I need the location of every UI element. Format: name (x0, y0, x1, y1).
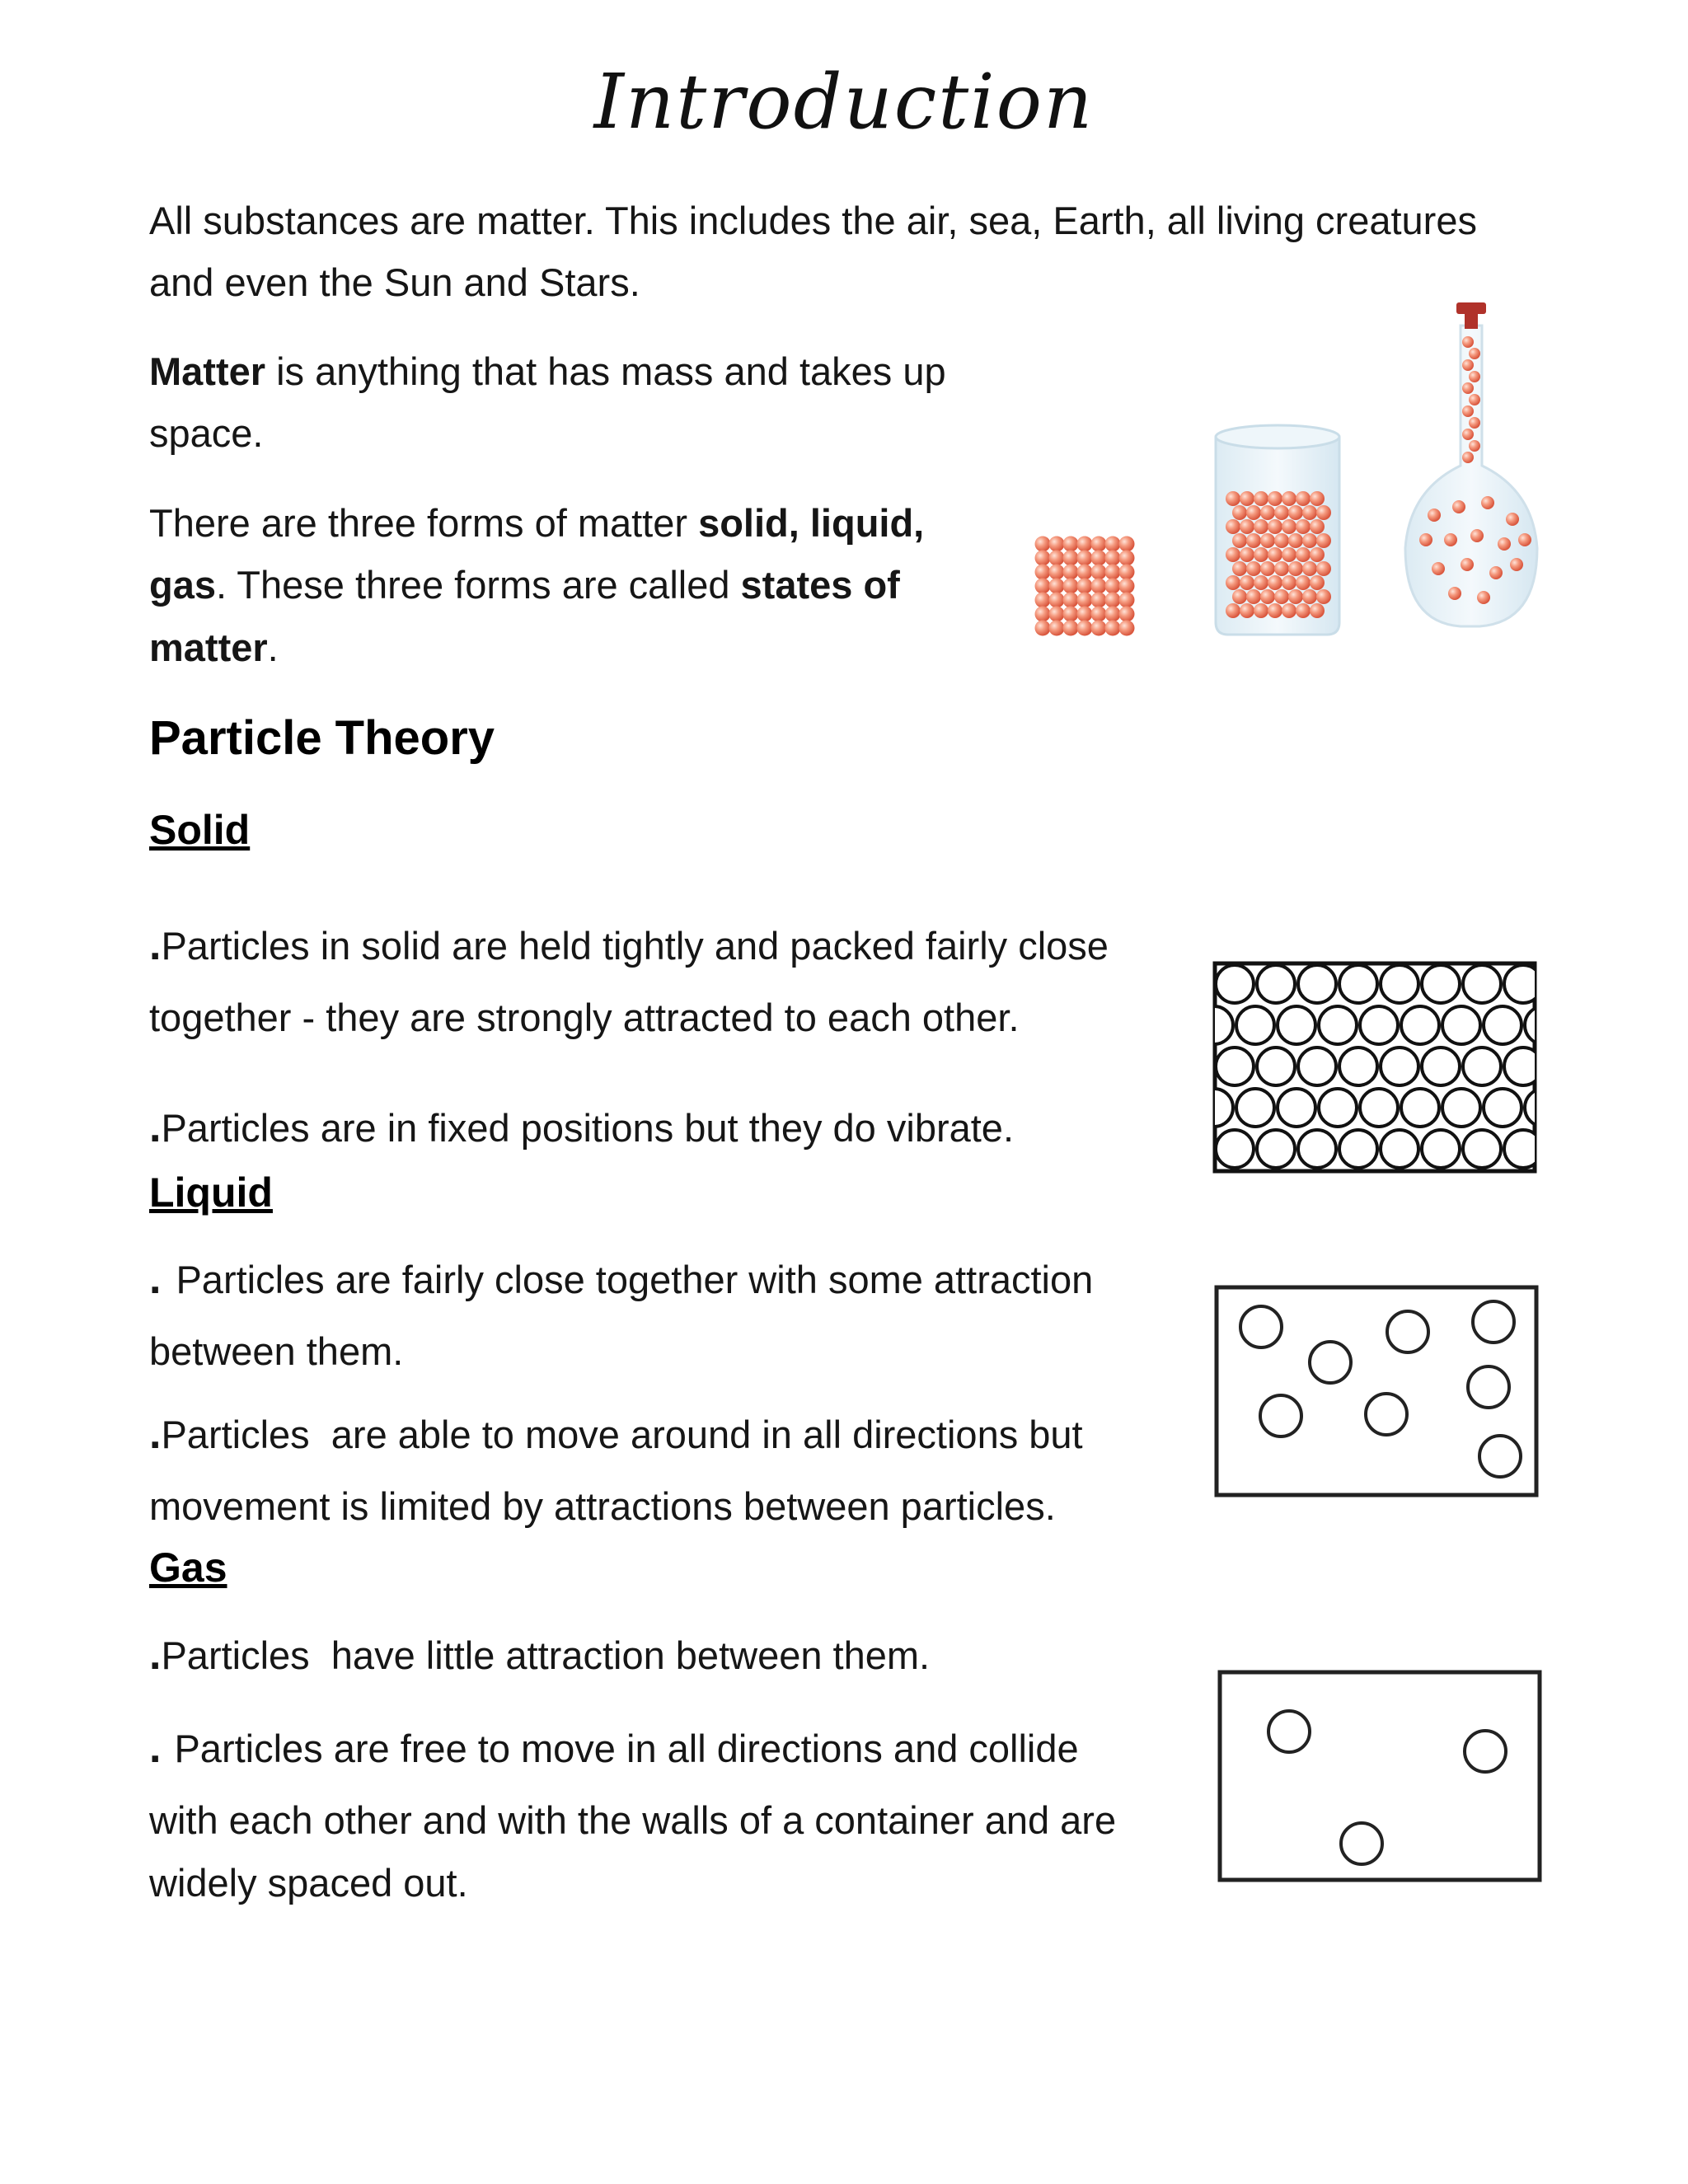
solid-cube-particle (1091, 537, 1107, 552)
states-middle: . These three forms are called (216, 563, 741, 607)
states-gas: gas (149, 563, 216, 607)
gas-flask-illustration (1405, 302, 1537, 626)
solid-cube-particle (1119, 565, 1135, 580)
solid-cube-particle (1105, 537, 1121, 552)
solid-cube-particle (1049, 551, 1065, 566)
solid-cube-particle (1063, 621, 1079, 636)
liquid-beaker-particle (1226, 603, 1240, 618)
liquid-beaker-particle (1282, 603, 1296, 618)
liquid-beaker-particle (1302, 561, 1317, 576)
gas-bullet-2-line-1 (149, 1712, 1079, 1785)
liquid-beaker-particle (1260, 533, 1275, 548)
states-forms: solid, liquid, (698, 501, 925, 545)
solid-particle (1422, 1130, 1460, 1168)
solid-cube-particle (1063, 579, 1079, 594)
liquid-beaker-particle (1316, 561, 1331, 576)
liquid-bullet-1-text: Particles are fairly close together with some attraction (176, 1258, 1094, 1301)
solid-particle (1484, 1089, 1522, 1127)
matter-term: Matter (149, 349, 266, 393)
liquid-particle (1479, 1436, 1521, 1477)
solid-particle (1339, 1130, 1377, 1168)
solid-particle (1422, 965, 1460, 1003)
liquid-beaker-particle (1254, 575, 1268, 590)
liquid-beaker-particle (1232, 589, 1247, 604)
liquid-heading: Liquid (149, 1169, 273, 1216)
gas-bullet-2-line-3: widely spaced out. (149, 1861, 468, 1905)
gas-flask-particle (1461, 558, 1474, 571)
liquid-beaker-particle (1310, 547, 1325, 562)
intro-line-1: All substances are matter. This includes the air, sea, Earth, all living creatures (149, 199, 1477, 242)
liquid-particle (1310, 1342, 1351, 1383)
solid-particle (1504, 1047, 1538, 1085)
liquid-bullet-2-line-2: movement is limited by attractions between particles. (149, 1484, 1056, 1528)
gas-flask-particle (1448, 587, 1461, 600)
liquid-beaker-particle (1282, 491, 1296, 506)
solid-cube-particle (1119, 579, 1135, 594)
gas-flask-particle (1452, 500, 1465, 513)
liquid-beaker-particle (1260, 589, 1275, 604)
liquid-beaker-particle (1254, 547, 1268, 562)
liquid-beaker-particle (1274, 533, 1289, 548)
liquid-beaker-particle (1302, 505, 1317, 520)
gas-flask-particle (1510, 558, 1523, 571)
gas-flask-particle (1470, 529, 1484, 542)
liquid-beaker-particle (1282, 547, 1296, 562)
liquid-beaker-particle (1246, 505, 1261, 520)
gas-particle (1341, 1823, 1382, 1864)
solid-cube-particle (1119, 551, 1135, 566)
solid-cube-particle (1063, 551, 1079, 566)
gas-flask-particle (1444, 533, 1457, 546)
liquid-beaker-particle (1274, 589, 1289, 604)
solid-particle (1463, 1047, 1501, 1085)
solid-particle (1381, 1130, 1418, 1168)
matter-definition-text: is anything that has mass and takes up (265, 349, 946, 393)
solid-cube-particle (1105, 565, 1121, 580)
solid-particle (1278, 1089, 1315, 1127)
gas-flask-particle (1462, 452, 1474, 463)
states-prefix: There are three forms of matter (149, 501, 699, 545)
bullet-icon: . (149, 1631, 162, 1679)
gas-bullet-1 (149, 1619, 930, 1692)
liquid-beaker-particle (1296, 575, 1311, 590)
solid-particle (1216, 1047, 1254, 1085)
liquid-beaker-particle (1268, 491, 1282, 506)
solid-bullet-2 (149, 1091, 1014, 1165)
liquid-beaker-particle (1310, 519, 1325, 534)
liquid-beaker-particle (1268, 519, 1282, 534)
liquid-beaker-particle (1232, 561, 1247, 576)
solid-particle (1319, 1006, 1357, 1044)
liquid-beaker-particle (1260, 505, 1275, 520)
liquid-bullet-1-line-1 (149, 1243, 1093, 1316)
solid-cube-particle (1063, 537, 1079, 552)
liquid-beaker-particle (1246, 561, 1261, 576)
solid-cube-particle (1035, 607, 1051, 622)
solid-cube-particle (1119, 593, 1135, 608)
liquid-beaker-particle (1310, 603, 1325, 618)
liquid-beaker-particle (1316, 533, 1331, 548)
solid-particle (1257, 1047, 1295, 1085)
gas-flask-particle (1469, 440, 1480, 452)
solid-cube-particle (1091, 607, 1107, 622)
liquid-beaker-particle (1240, 491, 1254, 506)
solid-cube-particle (1105, 579, 1121, 594)
liquid-beaker-particle (1254, 519, 1268, 534)
liquid-beaker-particle (1240, 603, 1254, 618)
solid-particle (1422, 1047, 1460, 1085)
liquid-beaker-particle (1296, 603, 1311, 618)
bullet-icon: . (149, 1104, 162, 1151)
gas-flask-particle (1462, 429, 1474, 440)
liquid-beaker-particle (1296, 491, 1311, 506)
solid-cube-particle (1035, 579, 1051, 594)
liquid-beaker-particle (1254, 491, 1268, 506)
liquid-particle (1468, 1366, 1509, 1408)
liquid-beaker-particle (1268, 575, 1282, 590)
liquid-beaker-particle (1296, 547, 1311, 562)
solid-cube-particle (1091, 565, 1107, 580)
gas-flask-particle (1481, 496, 1494, 509)
liquid-beaker-particle (1310, 491, 1325, 506)
liquid-particle (1260, 1395, 1301, 1436)
liquid-beaker-particle (1226, 491, 1240, 506)
liquid-beaker-particle (1226, 547, 1240, 562)
solid-cube-particle (1049, 607, 1065, 622)
gas-flask-particle (1506, 513, 1519, 526)
gas-flask-particle (1462, 359, 1474, 371)
solid-cube-particle (1049, 593, 1065, 608)
solid-cube-particle (1119, 607, 1135, 622)
liquid-beaker-particle (1274, 505, 1289, 520)
gas-flask-particle (1428, 509, 1441, 522)
gas-particle (1465, 1731, 1506, 1772)
solid-cube-particle (1035, 593, 1051, 608)
states-line-3 (149, 616, 279, 679)
particle-theory-heading: Particle Theory (149, 711, 495, 765)
liquid-beaker-particle (1246, 533, 1261, 548)
liquid-bullet-2-line-1 (149, 1398, 1083, 1471)
liquid-beaker-particle (1240, 547, 1254, 562)
solid-particle (1257, 965, 1295, 1003)
solid-particle (1442, 1006, 1480, 1044)
states-end: . (267, 626, 279, 669)
gas-flask-particle (1462, 405, 1474, 417)
liquid-beaker-particle (1316, 589, 1331, 604)
solid-bullet-2-text: Particles are in fixed positions but they do vibrate. (161, 1106, 1015, 1150)
liquid-bullet-2-text: Particles are able to move around in all directions but (161, 1413, 1083, 1456)
solid-particle (1298, 965, 1336, 1003)
solid-particle (1257, 1130, 1295, 1168)
solid-cube-particle (1035, 537, 1051, 552)
solid-particle (1236, 1006, 1274, 1044)
solid-cube-particle (1035, 621, 1051, 636)
bullet-icon: . (149, 1724, 162, 1772)
liquid-beaker-particle (1316, 505, 1331, 520)
states-line-2 (149, 554, 900, 616)
solid-particle (1504, 965, 1538, 1003)
matter-definition-line-1 (149, 340, 946, 403)
gas-flask-particle (1518, 533, 1531, 546)
liquid-beaker-particle (1282, 519, 1296, 534)
solid-bullet-1-text: Particles in solid are held tightly and packed fairly close (161, 924, 1109, 968)
liquid-beaker-particle (1302, 589, 1317, 604)
liquid-beaker-particle (1274, 561, 1289, 576)
liquid-beaker-particle (1240, 519, 1254, 534)
solid-cube-particle (1119, 537, 1135, 552)
solid-particle (1339, 965, 1377, 1003)
solid-particle (1319, 1089, 1357, 1127)
solid-cube-particle (1091, 593, 1107, 608)
solid-heading: Solid (149, 807, 251, 853)
solid-particle (1381, 1047, 1418, 1085)
gas-flask-particle (1462, 336, 1474, 348)
solid-cube-particle (1063, 593, 1079, 608)
bullet-icon: . (149, 921, 162, 969)
solid-particle (1401, 1089, 1439, 1127)
solid-cube-particle (1049, 579, 1065, 594)
page-title: Introduction (593, 58, 1095, 146)
solid-particle (1463, 965, 1501, 1003)
liquid-beaker-particle (1296, 519, 1311, 534)
liquid-beaker-particle (1282, 575, 1296, 590)
liquid-beaker-particle (1226, 519, 1240, 534)
solid-particle (1463, 1130, 1501, 1168)
solid-particle (1216, 965, 1254, 1003)
solid-particle (1236, 1089, 1274, 1127)
solid-cube-particle (1091, 551, 1107, 566)
liquid-particle-diagram (1213, 1284, 1540, 1498)
solid-particle (1298, 1130, 1336, 1168)
gas-flask-particle (1469, 371, 1480, 382)
liquid-particle (1473, 1301, 1514, 1343)
gas-particle (1268, 1711, 1310, 1752)
solid-cube-particle (1035, 551, 1051, 566)
intro-line-2: and even the Sun and Stars. (149, 260, 640, 304)
solid-particle (1401, 1006, 1439, 1044)
solid-cube-particle (1077, 537, 1093, 552)
liquid-beaker-particle (1232, 533, 1247, 548)
gas-heading: Gas (149, 1544, 227, 1591)
solid-particle (1484, 1006, 1522, 1044)
solid-cube-particle (1105, 621, 1121, 636)
solid-cube-particle (1049, 537, 1065, 552)
liquid-beaker-particle (1288, 505, 1303, 520)
liquid-beaker-particle (1268, 603, 1282, 618)
solid-particle (1360, 1089, 1398, 1127)
gas-flask-particle (1462, 382, 1474, 394)
liquid-particle (1387, 1311, 1428, 1352)
liquid-bullet-1-line-2: between them. (149, 1329, 404, 1373)
gas-flask-particle (1419, 533, 1432, 546)
liquid-particle (1240, 1306, 1282, 1347)
solid-cube-particle (1077, 579, 1093, 594)
solid-bullet-1-line-2: together - they are strongly attracted to each other. (149, 996, 1020, 1039)
solid-cube-particle (1077, 621, 1093, 636)
solid-bullet-1-line-1 (149, 909, 1109, 982)
solid-particle (1442, 1089, 1480, 1127)
solid-cube-illustration (1035, 537, 1135, 636)
solid-cube-particle (1077, 607, 1093, 622)
solid-particle-diagram (1212, 960, 1538, 1174)
solid-cube-particle (1077, 565, 1093, 580)
matter-definition-line-2: space. (149, 411, 264, 455)
states-matter: matter (149, 626, 268, 669)
solid-particle (1381, 965, 1418, 1003)
solid-cube-particle (1049, 621, 1065, 636)
solid-particle (1339, 1047, 1377, 1085)
liquid-beaker-particle (1226, 575, 1240, 590)
solid-cube-particle (1063, 565, 1079, 580)
bullet-icon: . (149, 1255, 162, 1303)
solid-cube-particle (1105, 551, 1121, 566)
gas-flask-particle (1469, 417, 1480, 429)
gas-particle-diagram (1217, 1669, 1543, 1883)
solid-particle (1216, 1130, 1254, 1168)
gas-bullet-2-text: Particles are free to move in all directions and collide (174, 1727, 1079, 1770)
solid-cube-particle (1105, 593, 1121, 608)
gas-flask-particle (1469, 348, 1480, 359)
solid-cube-particle (1077, 593, 1093, 608)
solid-cube-particle (1105, 607, 1121, 622)
solid-particle (1298, 1047, 1336, 1085)
solid-particle (1360, 1006, 1398, 1044)
gas-bullet-2-line-2: with each other and with the walls of a container and are (149, 1798, 1117, 1842)
gas-bullet-1-text: Particles have little attraction between them. (161, 1633, 931, 1677)
gas-flask-particle (1498, 537, 1511, 551)
liquid-particle (1366, 1394, 1407, 1435)
gas-flask-particle (1469, 394, 1480, 405)
liquid-beaker-particle (1268, 547, 1282, 562)
solid-cube-particle (1119, 621, 1135, 636)
gas-flask-particle (1489, 566, 1503, 579)
liquid-beaker-particle (1232, 505, 1247, 520)
solid-cube-particle (1077, 551, 1093, 566)
liquid-beaker-particle (1288, 533, 1303, 548)
liquid-beaker-particle (1288, 589, 1303, 604)
liquid-beaker-illustration (1216, 425, 1339, 635)
gas-flask-particle (1432, 562, 1445, 575)
solid-cube-particle (1091, 621, 1107, 636)
solid-cube-particle (1091, 579, 1107, 594)
states-of-matter-illustration (1022, 293, 1550, 680)
liquid-beaker-particle (1260, 561, 1275, 576)
states-line-1 (149, 492, 924, 555)
solid-cube-particle (1049, 565, 1065, 580)
solid-particle (1278, 1006, 1315, 1044)
bullet-icon: . (149, 1410, 162, 1458)
gas-flask-particle (1477, 591, 1490, 604)
liquid-beaker-particle (1310, 575, 1325, 590)
liquid-beaker-particle (1288, 561, 1303, 576)
states-of: states of (740, 563, 900, 607)
solid-cube-particle (1063, 607, 1079, 622)
solid-cube-particle (1035, 565, 1051, 580)
liquid-beaker-particle (1254, 603, 1268, 618)
solid-particle (1504, 1130, 1538, 1168)
liquid-beaker-particle (1240, 575, 1254, 590)
liquid-beaker-particle (1246, 589, 1261, 604)
liquid-beaker-particle (1302, 533, 1317, 548)
